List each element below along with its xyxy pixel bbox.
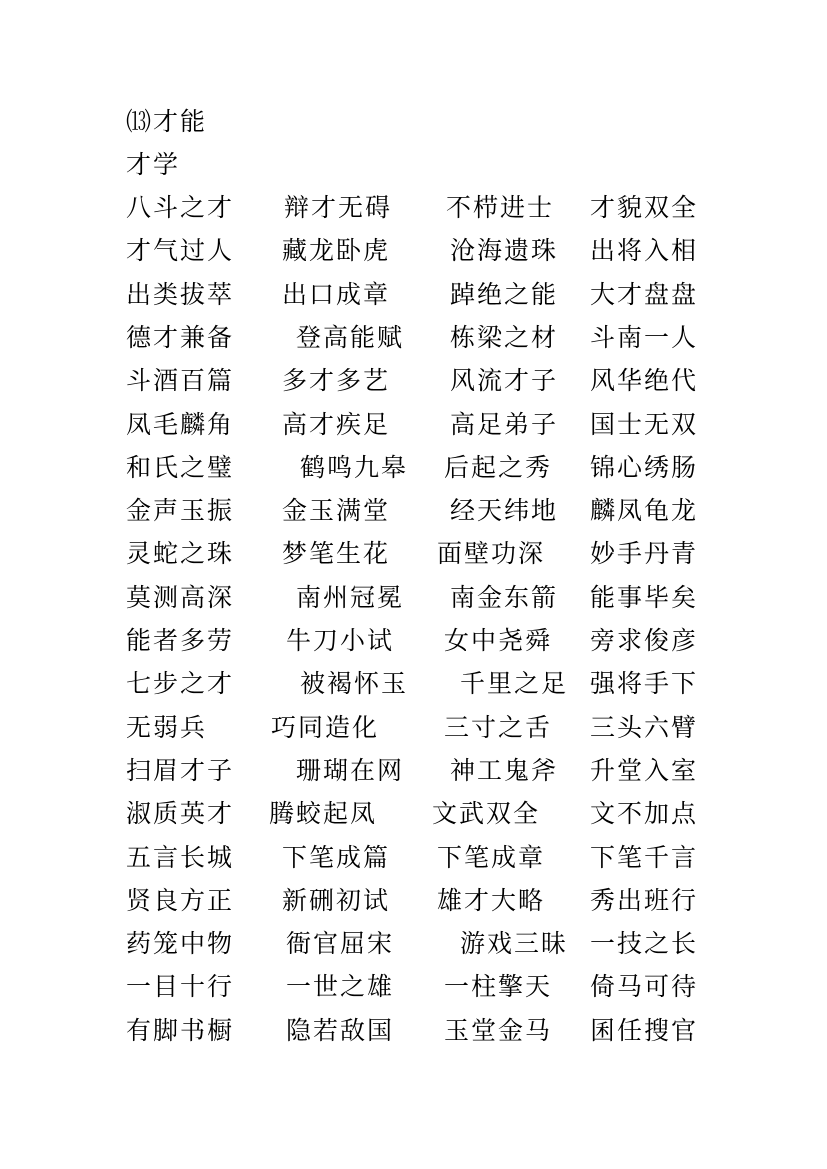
idiom-entry: 强将手下 [590,669,699,699]
idiom-entry: 才貌双全 [590,193,699,222]
idiom-entry: 麟凤龟龙 [590,496,699,526]
idiom-entry: 国士无双 [590,409,699,439]
idiom-entry: 玉堂金马 [444,1015,553,1045]
idiom-entry: 能事毕矣 [590,582,699,612]
idiom-entry: 风流才子 [450,366,559,396]
idiom-row [0,363,827,399]
idiom-entry: 隐若敌国 [286,1015,395,1045]
idiom-row [0,450,827,486]
idiom-entry: 后起之秀 [444,452,553,482]
section-title: ⒀才能 [126,107,208,136]
idiom-entry: 南金东箭 [450,582,559,612]
idiom-entry: 药笼中物 [126,929,235,959]
idiom-entry: 登高能赋 [296,322,405,352]
idiom-entry: 巧同造化 [271,712,380,742]
idiom-entry: 五言长城 [126,842,235,872]
idiom-entry: 大才盘盘 [590,279,699,309]
idiom-entry: 女中尧舜 [444,626,553,655]
idiom-entry: 囷任搜官 [590,1015,699,1045]
idiom-entry: 雄才大略 [437,885,546,915]
idiom-entry: 多才多艺 [282,366,391,396]
idiom-row [0,969,827,1005]
idiom-entry: 一柱擎天 [444,972,553,1002]
idiom-row [0,753,827,789]
idiom-entry: 秀出班行 [590,885,699,915]
idiom-entry: 下笔成篇 [282,842,391,872]
idiom-row [0,1013,827,1049]
idiom-entry: 出类拔萃 [126,279,235,309]
idiom-entry: 倚马可待 [590,972,699,1002]
idiom-row [0,233,827,269]
idiom-entry: 高才疾足 [282,409,391,439]
idiom-row [0,796,827,832]
idiom-entry: 金声玉振 [126,496,235,526]
idiom-entry: 梦笔生花 [282,539,391,569]
idiom-entry: 神工鬼斧 [450,755,559,785]
idiom-entry: 锦心绣肠 [590,452,699,482]
idiom-entry: 一目十行 [126,972,235,1002]
idiom-entry: 升堂入室 [590,755,699,785]
idiom-entry: 文武双全 [432,799,541,829]
idiom-entry: 莫测高深 [126,582,235,612]
idiom-entry: 沧海遗珠 [450,236,559,266]
idiom-row [0,277,827,313]
idiom-entry: 珊瑚在网 [296,755,405,785]
idiom-entry: 风华绝代 [590,366,699,396]
idiom-row [0,190,827,226]
idiom-entry: 三寸之舌 [444,712,553,742]
idiom-entry: 千里之足 [460,669,569,699]
idiom-entry: 旁求俊彦 [590,626,699,655]
idiom-entry: 金玉满堂 [282,496,391,526]
idiom-entry: 德才兼备 [126,322,235,352]
idiom-row [0,926,827,962]
idiom-entry: 游戏三昧 [460,929,569,959]
idiom-row [0,536,827,572]
idiom-entry: 灵蛇之珠 [126,539,235,569]
idiom-entry: 出口成章 [282,279,391,309]
idiom-entry: 才气过人 [126,236,235,266]
idiom-entry: 无弱兵 [126,712,208,742]
idiom-row [0,580,827,616]
idiom-entry: 南州冠冕 [296,582,405,612]
idiom-entry: 文不加点 [590,799,699,829]
idiom-entry: 凤毛麟角 [126,409,235,439]
idiom-entry: 扫眉才子 [126,755,235,785]
idiom-entry: 不栉进士 [446,193,555,222]
idiom-entry: 斗南一人 [590,322,699,352]
idiom-row [0,666,827,702]
idiom-entry: 贤良方正 [126,885,235,915]
idiom-entry: 牛刀小试 [286,626,395,655]
idiom-entry: 下笔成章 [437,842,546,872]
idiom-entry: 下笔千言 [590,842,699,872]
idiom-entry: 腾蛟起凤 [269,799,378,829]
idiom-entry: 八斗之才 [126,193,235,222]
idiom-entry: 妙手丹青 [590,539,699,569]
idiom-entry: 淑质英才 [126,799,235,829]
idiom-entry: 三头六臂 [590,712,699,742]
idiom-entry: 藏龙卧虎 [282,236,391,266]
idiom-entry: 一世之雄 [286,972,395,1002]
idiom-row [0,320,827,356]
idiom-row [0,623,827,659]
idiom-entry: 和氏之璧 [126,452,235,482]
idiom-row [0,493,827,529]
idiom-entry: 一技之长 [590,929,699,959]
idiom-entry: 出将入相 [590,236,699,266]
idiom-entry: 有脚书橱 [126,1015,235,1045]
idiom-entry: 七步之才 [126,669,235,699]
subsection-title: 才学 [126,150,181,179]
idiom-row [0,883,827,919]
idiom-entry: 栋梁之材 [450,322,559,352]
idiom-entry: 斗酒百篇 [126,366,235,396]
idiom-entry: 辩才无碍 [284,193,393,222]
idiom-entry: 衙官屈宋 [286,929,395,959]
idiom-entry: 经天纬地 [450,496,559,526]
idiom-row [0,407,827,443]
idiom-entry: 能者多劳 [126,626,235,655]
idiom-entry: 鹤鸣九皋 [300,452,409,482]
idiom-row [0,840,827,876]
idiom-entry: 踔绝之能 [450,279,559,309]
idiom-entry: 新硎初试 [282,885,391,915]
idiom-entry: 高足弟子 [450,409,559,439]
idiom-entry: 被褐怀玉 [300,669,409,699]
idiom-entry: 面壁功深 [437,539,546,569]
idiom-row [0,710,827,746]
